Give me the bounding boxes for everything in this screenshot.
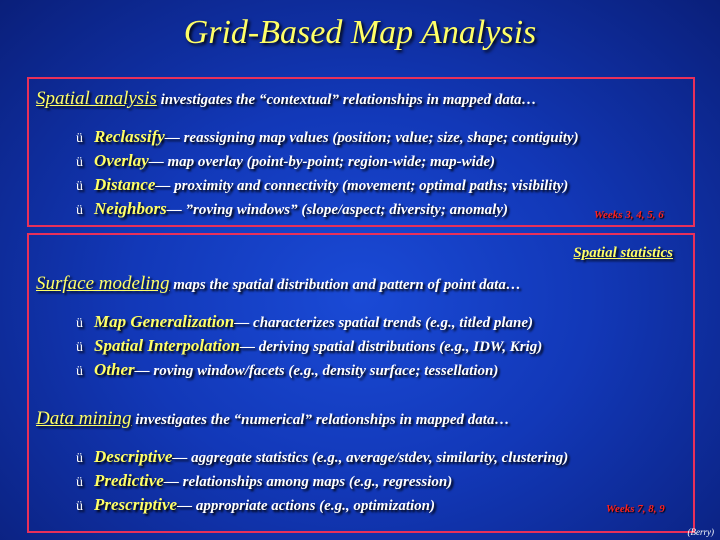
surface-modeling-description: maps the spatial distribution and pattern of point data…	[169, 277, 521, 293]
list-item-predictive: ü Predictive— relationships among maps (e.g., regression)	[76, 471, 453, 490]
list-item-other: ü Other— roving window/facets (e.g., density surface; tessellation)	[76, 360, 499, 379]
weeks-label-7-9: Weeks 7, 8, 9	[606, 503, 665, 515]
checkmark-icon: ü	[76, 475, 83, 490]
checkmark-icon: ü	[76, 451, 83, 466]
list-item-descriptive: ü Descriptive— aggregate statistics (e.g., average/stdev, similarity, clustering)	[76, 447, 569, 466]
spatial-analysis-heading	[36, 88, 536, 110]
data-mining-description: investigates the “numerical” relationships in mapped data…	[131, 412, 510, 428]
checkmark-icon: ü	[76, 340, 83, 355]
list-item-reclassify: ü Reclassify— reassigning map values (position; value; size, shape; contiguity)	[76, 127, 579, 146]
spatial-analysis-description: investigates the “contextual” relationships in mapped data…	[156, 92, 537, 108]
surface-modeling-heading	[36, 273, 521, 295]
checkmark-icon: ü	[76, 155, 83, 170]
checkmark-icon: ü	[76, 364, 83, 379]
data-mining-heading	[36, 408, 509, 430]
list-item-prescriptive: ü Prescriptive— appropriate actions (e.g., optimization)	[76, 495, 436, 514]
spatial-analysis-label: Spatial analysis	[36, 88, 157, 109]
checkmark-icon: ü	[76, 131, 83, 146]
list-item-spatial-interpolation: ü Spatial Interpolation— deriving spatial distributions (e.g., IDW, Krig)	[76, 336, 543, 355]
checkmark-icon: ü	[76, 179, 83, 194]
spatial-statistics-label: Spatial statistics	[573, 245, 673, 261]
list-item-overlay: ü Overlay— map overlay (point-by-point; region-wide; map-wide)	[76, 151, 495, 170]
checkmark-icon: ü	[76, 316, 83, 331]
slide-title: Grid-Based Map Analysis	[183, 14, 537, 51]
list-item-distance: ü Distance— proximity and connectivity (movement; optimal paths; visibility)	[76, 175, 569, 194]
data-mining-label: Data mining	[36, 408, 132, 429]
surface-modeling-label: Surface modeling	[36, 273, 170, 294]
checkmark-icon: ü	[76, 499, 83, 514]
list-item-map-generalization: ü Map Generalization— characterizes spatial trends (e.g., titled plane)	[76, 312, 534, 331]
weeks-label-3-6: Weeks 3, 4, 5, 6	[594, 209, 664, 221]
checkmark-icon: ü	[76, 203, 83, 218]
list-item-neighbors: ü Neighbors— ”roving windows” (slope/aspect; diversity; anomaly)	[76, 199, 508, 218]
author-credit: (Berry)	[687, 527, 714, 537]
